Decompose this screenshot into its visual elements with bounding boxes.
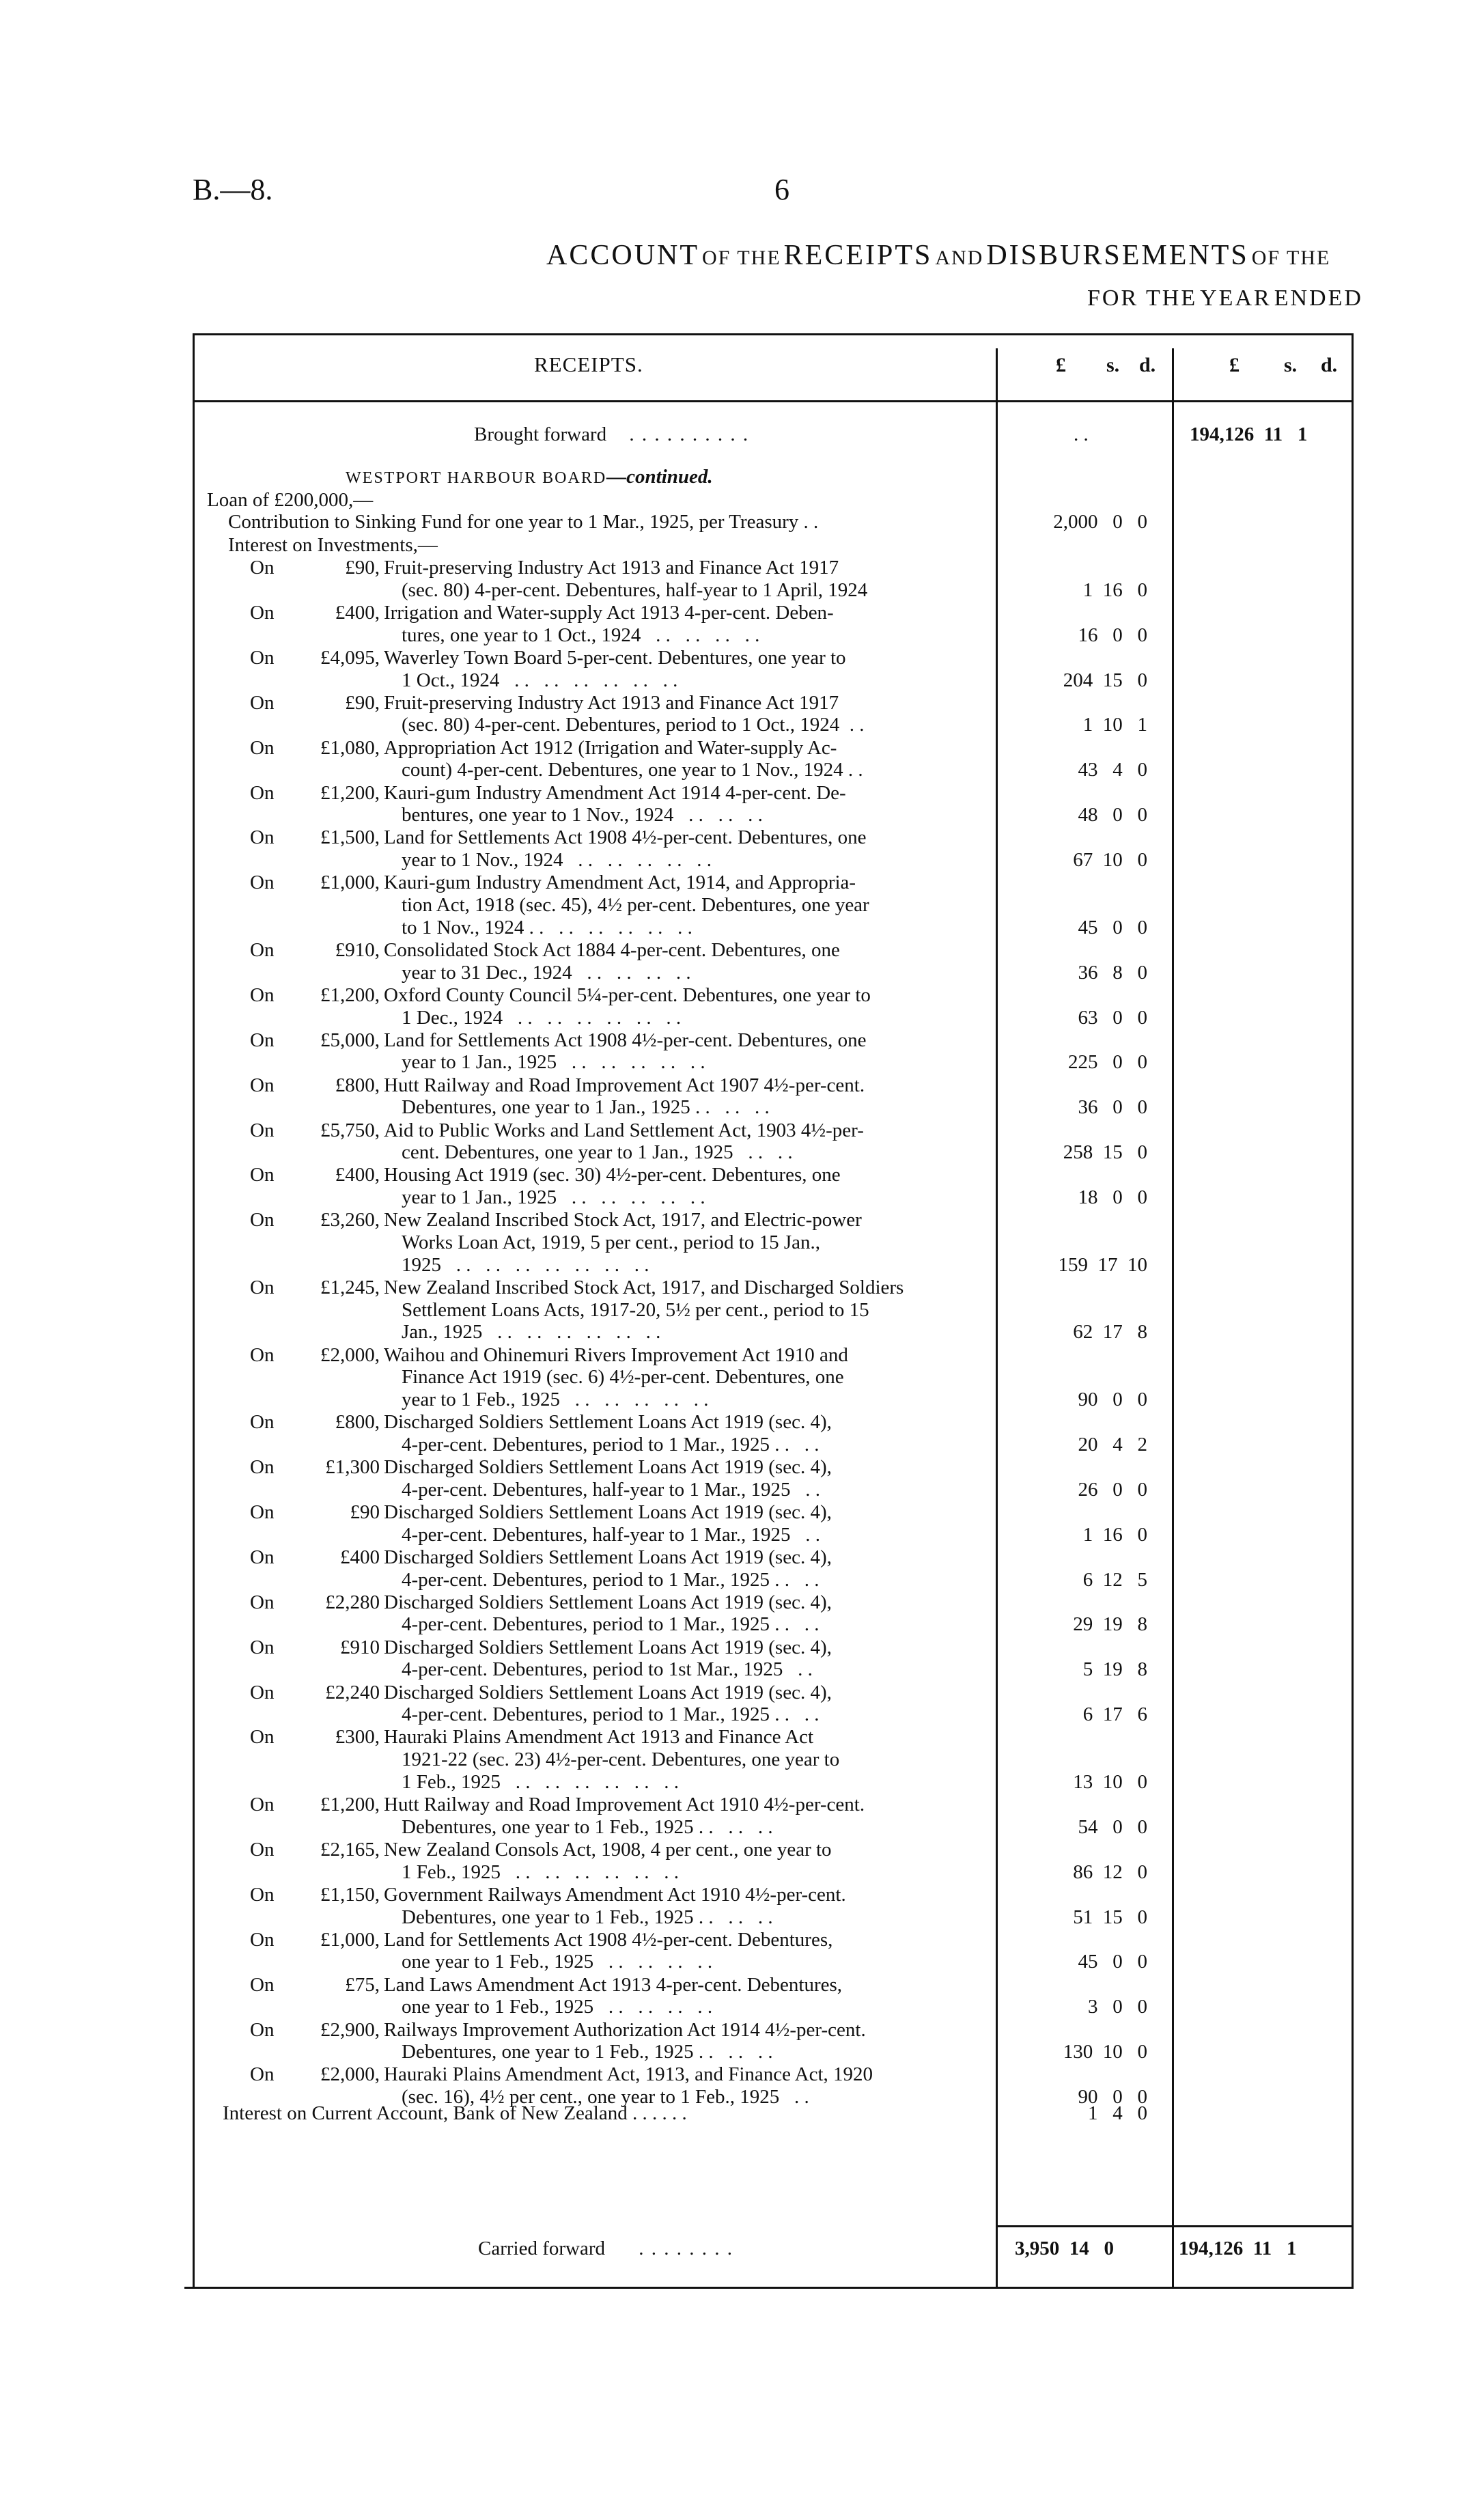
- section-heading-suffix: —continued.: [606, 466, 713, 488]
- item-on: On: [250, 1343, 275, 1366]
- item-on: On: [250, 1636, 275, 1658]
- item-value: 45 0 0: [1078, 916, 1147, 938]
- item-description-line: 4-per-cent. Debentures, period to 1 Mar., 1925 . . . .: [402, 1568, 820, 1591]
- section-heading: [346, 466, 713, 490]
- page-ref: B.—8.: [193, 173, 273, 206]
- carried-forward-col1: 3,950 14 0: [1015, 2238, 1114, 2259]
- item-on: On: [250, 1546, 275, 1568]
- brought-forward-label: [474, 423, 749, 446]
- item-on: On: [250, 646, 275, 669]
- item-description-line: Discharged Soldiers Settlement Loans Act 1919 (sec. 4),: [384, 1456, 832, 1478]
- shillings-header-2: s.: [1284, 354, 1298, 376]
- item-principal: £1,300: [325, 1456, 380, 1478]
- item-on: On: [250, 557, 275, 579]
- item-value: 18 0 0: [1078, 1186, 1147, 1209]
- item-description-line: Hutt Railway and Road Improvement Act 1907 4½-per-cent.: [384, 1074, 865, 1096]
- item-description-line: 1925 . . . . . . . . . . . . . .: [402, 1253, 649, 1276]
- item-description-line: one year to 1 Feb., 1925 . . . . . . . .: [402, 1996, 713, 2018]
- column-rule: [996, 348, 998, 2287]
- subtitle-word: ENDED: [1274, 285, 1363, 311]
- item-value: 204 15 0: [1063, 669, 1147, 691]
- item-value: 159 17 10: [1058, 1253, 1147, 1276]
- item-description-line: 4-per-cent. Debentures, period to 1 Mar., 1925 . . . .: [402, 1703, 820, 1726]
- item-description-line: Housing Act 1919 (sec. 30) 4½-per-cent. Debentures, one: [384, 1164, 841, 1186]
- item-description-line: Discharged Soldiers Settlement Loans Act 1919 (sec. 4),: [384, 1501, 832, 1523]
- item-value: 1 10 1: [1082, 714, 1147, 736]
- item-description-line: year to 1 Jan., 1925 . . . . . . . . . .: [402, 1186, 705, 1209]
- title-word: DISBURSEMENTS: [986, 240, 1249, 271]
- item-description-line: 1 Dec., 1924 . . . . . . . . . . . .: [402, 1006, 682, 1029]
- item-description-line: Discharged Soldiers Settlement Loans Act 1919 (sec. 4),: [384, 1411, 832, 1434]
- item-principal: £2,240: [325, 1681, 380, 1703]
- item-value: 26 0 0: [1078, 1478, 1147, 1501]
- item-value: 6 17 6: [1082, 1703, 1147, 1726]
- brought-forward-col1: . .: [1074, 423, 1089, 445]
- item-description-line: Discharged Soldiers Settlement Loans Act 1919 (sec. 4),: [384, 1681, 832, 1703]
- brought-forward-col2: 194,126 11 1: [1190, 423, 1308, 445]
- carried-forward-label: [478, 2238, 733, 2260]
- item-value: 54 0 0: [1078, 1815, 1147, 1838]
- item-value: 51 15 0: [1073, 1906, 1147, 1928]
- item-description-line: New Zealand Inscribed Stock Act, 1917, and Discharged Soldiers: [384, 1276, 904, 1298]
- sinking-fund-line: Contribution to Sinking Fund for one year to 1 Mar., 1925, per Treasury . .: [228, 511, 819, 533]
- item-description-line: (sec. 80) 4-per-cent. Debentures, period to 1 Oct., 1924 . .: [402, 714, 865, 736]
- carried-forward-text: Carried forward: [478, 2238, 605, 2259]
- item-on: On: [250, 2063, 275, 2086]
- item-description-line: Discharged Soldiers Settlement Loans Act 1919 (sec. 4),: [384, 1546, 832, 1568]
- item-principal: £400,: [335, 601, 380, 624]
- item-description-line: Hauraki Plains Amendment Act, 1913, and Finance Act, 1920: [384, 2063, 873, 2086]
- item-description-line: Land for Settlements Act 1908 4½-per-cent. Debentures,: [384, 1928, 833, 1951]
- table-right-rule: [1352, 333, 1354, 2287]
- title-word: RECEIPTS: [783, 240, 933, 271]
- item-description-line: Debentures, one year to 1 Jan., 1925 . . . . . .: [402, 1096, 770, 1119]
- item-description-line: Works Loan Act, 1919, 5 per cent., period to 15 Jan.,: [402, 1231, 820, 1253]
- item-on: On: [250, 1591, 275, 1613]
- item-description-line: count) 4-per-cent. Debentures, one year to 1 Nov., 1924 . .: [402, 759, 863, 781]
- item-description-line: cent. Debentures, one year to 1 Jan., 1925 . . . .: [402, 1141, 793, 1164]
- item-description-line: Land Laws Amendment Act 1913 4-per-cent. Debentures,: [384, 1973, 843, 1996]
- item-on: On: [250, 826, 275, 849]
- page-title: [546, 239, 1330, 272]
- item-description-line: (sec. 16), 4½ per cent., one year to 1 Feb., 1925 . .: [402, 2086, 809, 2108]
- item-description-line: 1 Feb., 1925 . . . . . . . . . . . .: [402, 1770, 679, 1793]
- item-description-line: 1 Oct., 1924 . . . . . . . . . . . .: [402, 669, 678, 691]
- item-principal: £1,000,: [320, 872, 380, 894]
- item-principal: £3,260,: [320, 1209, 380, 1231]
- item-on: On: [250, 781, 275, 804]
- item-principal: £910: [340, 1636, 380, 1658]
- item-description-line: Fruit-preserving Industry Act 1913 and Finance Act 1917: [384, 557, 839, 579]
- item-on: On: [250, 1501, 275, 1523]
- item-description-line: year to 1 Nov., 1924 . . . . . . . . . .: [402, 849, 712, 872]
- item-value: 63 0 0: [1078, 1006, 1147, 1029]
- item-description-line: tion Act, 1918 (sec. 45), 4½ per-cent. Debentures, one year: [402, 894, 869, 916]
- item-principal: £1,200,: [320, 1794, 380, 1815]
- item-principal: £1,245,: [320, 1276, 380, 1298]
- item-description-line: year to 1 Feb., 1925 . . . . . . . . . .: [402, 1388, 709, 1410]
- item-principal: £1,200,: [320, 781, 380, 804]
- item-description-line: 4-per-cent. Debentures, period to 1 Mar., 1925 . . . .: [402, 1613, 820, 1636]
- loan-line: Loan of £200,000,—: [207, 489, 374, 511]
- table-bottom-rule: [184, 2287, 1354, 2289]
- item-value: 13 10 0: [1073, 1770, 1147, 1793]
- item-description-line: Jan., 1925 . . . . . . . . . . . .: [402, 1321, 661, 1343]
- item-value: 16 0 0: [1078, 624, 1147, 646]
- title-word: OF THE: [1251, 247, 1331, 269]
- pound-header-2: £: [1229, 354, 1240, 376]
- item-on: On: [250, 1726, 275, 1749]
- item-value: 36 0 0: [1078, 1096, 1147, 1119]
- item-description-line: 4-per-cent. Debentures, period to 1 Mar., 1925 . . . .: [402, 1433, 820, 1456]
- item-description-line: Waihou and Ohinemuri Rivers Improvement Act 1910 and: [384, 1343, 848, 1366]
- item-on: On: [250, 1456, 275, 1478]
- section-heading-text: WESTPORT HARBOUR BOARD: [346, 469, 607, 487]
- item-value: 1 16 0: [1082, 1523, 1147, 1546]
- item-on: On: [250, 2018, 275, 2041]
- item-principal: £90,: [345, 557, 380, 579]
- total-rule-col2: [1172, 2225, 1352, 2227]
- item-description-line: New Zealand Consols Act, 1908, 4 per cent., one year to: [384, 1838, 832, 1861]
- item-principal: £2,280: [325, 1591, 380, 1613]
- item-principal: £75,: [345, 1973, 380, 1996]
- item-description-line: tures, one year to 1 Oct., 1924 . . . . . . . .: [402, 624, 760, 646]
- item-value: 90 0 0: [1078, 1388, 1147, 1410]
- item-value: 67 10 0: [1073, 849, 1147, 872]
- item-value: 3 0 0: [1088, 1996, 1147, 2018]
- item-description-line: Discharged Soldiers Settlement Loans Act 1919 (sec. 4),: [384, 1591, 832, 1613]
- item-description-line: Debentures, one year to 1 Feb., 1925 . . . . . .: [402, 2041, 773, 2063]
- item-principal: £400,: [335, 1164, 380, 1186]
- item-value: 258 15 0: [1063, 1141, 1147, 1164]
- item-principal: £1,200,: [320, 984, 380, 1006]
- item-description-line: Railways Improvement Authorization Act 1914 4½-per-cent.: [384, 2018, 866, 2041]
- item-principal: £1,500,: [320, 826, 380, 849]
- item-on: On: [250, 984, 275, 1006]
- item-description-line: year to 1 Jan., 1925 . . . . . . . . . .: [402, 1051, 705, 1074]
- item-description-line: Kauri-gum Industry Amendment Act, 1914, and Appropria-: [384, 872, 856, 894]
- item-description-line: 4-per-cent. Debentures, period to 1st Mar., 1925 . .: [402, 1658, 813, 1681]
- table-top-rule: [193, 333, 1354, 335]
- item-value: 62 17 8: [1073, 1321, 1147, 1343]
- item-description-line: Oxford County Council 5¼-per-cent. Debentures, one year to: [384, 984, 871, 1006]
- item-on: On: [250, 736, 275, 759]
- table-left-rule: [193, 333, 195, 2287]
- item-description-line: year to 31 Dec., 1924 . . . . . . . .: [402, 961, 691, 984]
- item-on: On: [250, 601, 275, 624]
- item-description-line: (sec. 80) 4-per-cent. Debentures, half-year to 1 April, 1924: [402, 579, 868, 601]
- item-description-line: Kauri-gum Industry Amendment Act 1914 4-per-cent. De-: [384, 781, 846, 804]
- item-on: On: [250, 1074, 275, 1096]
- item-on: On: [250, 872, 275, 894]
- item-principal: £2,000,: [320, 2063, 380, 2086]
- item-description-line: Hutt Railway and Road Improvement Act 1910 4½-per-cent.: [384, 1794, 865, 1815]
- item-description-line: Land for Settlements Act 1908 4½-per-cent. Debentures, one: [384, 1029, 867, 1051]
- item-on: On: [250, 1119, 275, 1141]
- item-principal: £2,000,: [320, 1343, 380, 1366]
- item-description-line: Government Railways Amendment Act 1910 4½-per-cent.: [384, 1883, 846, 1906]
- item-value: 130 10 0: [1063, 2041, 1147, 2063]
- column-rule: [1172, 348, 1174, 2287]
- item-on: On: [250, 1973, 275, 1996]
- item-principal: £1,150,: [320, 1883, 380, 1906]
- current-account-value: 1 4 0: [1088, 2102, 1147, 2124]
- item-description-line: Debentures, one year to 1 Feb., 1925 . . . . . .: [402, 1906, 773, 1928]
- item-description-line: Finance Act 1919 (sec. 6) 4½-per-cent. Debentures, one: [402, 1366, 844, 1389]
- item-description-line: one year to 1 Feb., 1925 . . . . . . . .: [402, 1951, 713, 1973]
- item-description-line: Irrigation and Water-supply Act 1913 4-per-cent. Deben-: [384, 601, 834, 624]
- item-description-line: Land for Settlements Act 1908 4½-per-cent. Debentures, one: [384, 826, 867, 849]
- item-value: 36 8 0: [1078, 961, 1147, 984]
- item-description-line: Consolidated Stock Act 1884 4-per-cent. Debentures, one: [384, 938, 840, 961]
- title-word: ACCOUNT: [546, 240, 700, 271]
- item-principal: £5,750,: [320, 1119, 380, 1141]
- item-value: 45 0 0: [1078, 1951, 1147, 1973]
- item-description-line: Aid to Public Works and Land Settlement Act, 1903 4½-per-: [384, 1119, 864, 1141]
- item-description-line: Fruit-preserving Industry Act 1913 and Finance Act 1917: [384, 691, 839, 714]
- item-principal: £800,: [335, 1074, 380, 1096]
- item-principal: £2,900,: [320, 2018, 380, 2041]
- item-principal: £2,165,: [320, 1838, 380, 1861]
- item-on: On: [250, 1883, 275, 1906]
- pence-header-2: d.: [1321, 354, 1338, 376]
- item-description-line: 1921-22 (sec. 23) 4½-per-cent. Debentures, one year to: [402, 1749, 840, 1771]
- item-description-line: 1 Feb., 1925 . . . . . . . . . . . .: [402, 1861, 679, 1883]
- item-value: 6 12 5: [1082, 1568, 1147, 1591]
- item-on: On: [250, 938, 275, 961]
- sinking-fund-value: 2,000 0 0: [1053, 511, 1147, 533]
- item-principal: £800,: [335, 1411, 380, 1434]
- item-value: 43 4 0: [1078, 759, 1147, 781]
- pound-header: £: [1056, 354, 1066, 376]
- item-value: 29 19 8: [1073, 1613, 1147, 1636]
- item-on: On: [250, 1928, 275, 1951]
- item-principal: £5,000,: [320, 1029, 380, 1051]
- item-value: 86 12 0: [1073, 1861, 1147, 1883]
- item-value: 5 19 8: [1082, 1658, 1147, 1681]
- item-description-line: Discharged Soldiers Settlement Loans Act 1919 (sec. 4),: [384, 1636, 832, 1658]
- item-on: On: [250, 1164, 275, 1186]
- item-value: 90 0 0: [1078, 2086, 1147, 2108]
- receipts-header: RECEIPTS.: [534, 352, 643, 376]
- item-description-line: 4-per-cent. Debentures, half-year to 1 Mar., 1925 . .: [402, 1523, 821, 1546]
- item-principal: £90,: [345, 691, 380, 714]
- title-word: AND: [935, 247, 984, 269]
- leader-dots: . . . . . . . .: [639, 2238, 733, 2259]
- item-description-line: 4-per-cent. Debentures, half-year to 1 Mar., 1925 . .: [402, 1478, 821, 1501]
- item-description-line: Hauraki Plains Amendment Act 1913 and Finance Act: [384, 1726, 814, 1749]
- item-description-line: Appropriation Act 1912 (Irrigation and Water-supply Ac-: [384, 736, 837, 759]
- item-on: On: [250, 1838, 275, 1861]
- item-value: 225 0 0: [1068, 1051, 1147, 1074]
- current-account-line: Interest on Current Account, Bank of New Zealand . . . . . .: [223, 2102, 687, 2124]
- item-description-line: bentures, one year to 1 Nov., 1924 . . . . . .: [402, 804, 763, 826]
- interest-investments-line: Interest on Investments,—: [228, 534, 438, 556]
- item-description-line: New Zealand Inscribed Stock Act, 1917, and Electric-power: [384, 1209, 862, 1231]
- item-value: 1 16 0: [1082, 579, 1147, 601]
- item-value: 20 4 2: [1078, 1433, 1147, 1456]
- item-on: On: [250, 1681, 275, 1703]
- item-principal: £910,: [335, 938, 380, 961]
- item-principal: £400: [340, 1546, 380, 1568]
- item-on: On: [250, 1209, 275, 1231]
- total-rule-col1: [996, 2225, 1172, 2227]
- item-principal: £90: [350, 1501, 380, 1523]
- item-principal: £1,000,: [320, 1928, 380, 1951]
- brought-forward-text: Brought forward: [474, 423, 607, 445]
- item-on: On: [250, 1411, 275, 1434]
- item-principal: £300,: [335, 1726, 380, 1749]
- item-description-line: Waverley Town Board 5-per-cent. Debentures, one year to: [384, 646, 846, 669]
- item-on: On: [250, 1029, 275, 1051]
- item-description-line: to 1 Nov., 1924 . . . . . . . . . . . .: [402, 916, 692, 938]
- item-description-line: Debentures, one year to 1 Feb., 1925 . . . . . .: [402, 1815, 773, 1838]
- page-subtitle: [1087, 285, 1363, 311]
- item-principal: £1,080,: [320, 736, 380, 759]
- item-principal: £4,095,: [320, 646, 380, 669]
- leader-dots: . . . . . . . . . .: [629, 423, 750, 445]
- table-header-rule: [193, 400, 1354, 402]
- item-description-line: Settlement Loans Acts, 1917-20, 5½ per cent., period to 15: [402, 1298, 869, 1321]
- page-number: 6: [774, 173, 789, 206]
- subtitle-word: YEAR: [1200, 285, 1272, 311]
- item-on: On: [250, 691, 275, 714]
- subtitle-word: FOR THE: [1087, 285, 1198, 311]
- item-value: 48 0 0: [1078, 804, 1147, 826]
- item-on: On: [250, 1276, 275, 1298]
- item-on: On: [250, 1794, 275, 1815]
- carried-forward-col2: 194,126 11 1: [1179, 2238, 1297, 2259]
- shillings-header: s.: [1106, 354, 1120, 376]
- title-word: OF THE: [702, 247, 781, 269]
- pence-header: d.: [1139, 354, 1156, 376]
